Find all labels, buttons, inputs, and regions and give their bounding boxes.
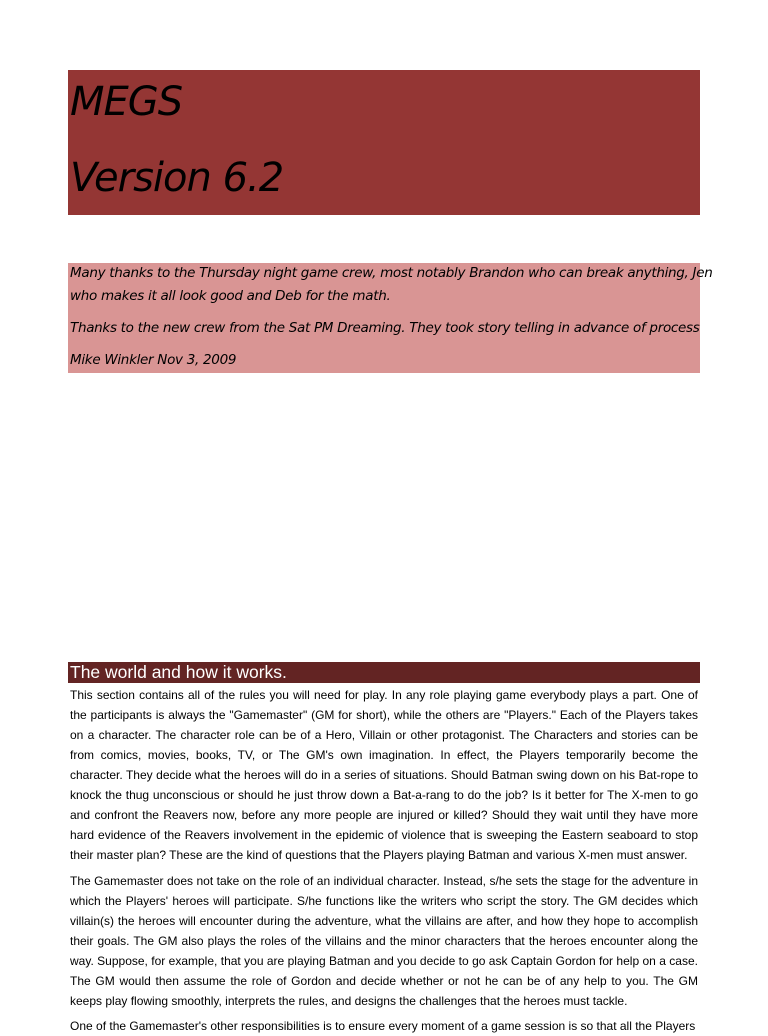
author-date: Mike Winkler Nov 3, 2009 bbox=[70, 352, 237, 368]
body-paragraph-2: The Gamemaster does not take on the role of an individual character. Instead, s/he sets the stage for the adventure in which the Players' heroes will participate. S/he functions like the writers who script the story. The GM decides which villain(s) the heroes will encounter during the adventure, what the villains are after, and how they hope to accomplish their goals. The GM also plays the roles of the villains and the minor characters that the heroes encounter along the way. Suppose, for example, that you are playing Batman and you decide to go ask Captain Gordon for help on a case. The GM would then assume the role of Gordon and decide whether or not he can be of any help to you. The GM keeps play flowing smoothly, interprets the rules, and designs the challenges that the heroes must tackle. bbox=[70, 874, 698, 1008]
section-heading: The world and how it works. bbox=[70, 662, 287, 682]
document-version: Version 6.2 bbox=[70, 155, 284, 201]
document-title: MEGS bbox=[70, 79, 183, 125]
body-paragraph-3: One of the Gamemaster's other responsibilities is to ensure every moment of a game session is so that all the Players bbox=[70, 1019, 696, 1033]
body-paragraph-1: This section contains all of the rules you will need for play. In any role playing game everybody plays a part. One of the participants is always the "Gamemaster" (GM for short), while the others are "Players." Each of the Players takes on a character. The character role can be of a Hero, Villain or other protagonist. The Characters and stories can be from comics, movies, books, TV, or The GM's own imagination. In effect, the Players temporarily become the character. They decide what the heroes will do in a series of situations. Should Batman swing down on his Bat-rope to knock the thug unconscious or should he just throw down a Bat-a-rang to do the job? Is it better for The X-men to go and confront the Reavers now, before any more people are injured or killed? Should they wait until they have more hard evidence of the Reavers involvement in the epidemic of violence that is sweeping the Eastern seaboard to stop their master plan? These are the kind of questions that the Players playing Batman and various X-men must answer. bbox=[70, 688, 698, 862]
acknowledgement-line-1: Many thanks to the Thursday night game crew, most notably Brandon who can break anything, Jen bbox=[70, 265, 713, 281]
title-block bbox=[68, 70, 700, 215]
section-heading-bar bbox=[68, 662, 700, 683]
acknowledgement-line-2: who makes it all look good and Deb for the math. bbox=[70, 288, 391, 304]
acknowledgement-line-3: Thanks to the new crew from the Sat PM Dreaming. They took story telling in advance of process bbox=[70, 320, 700, 336]
acknowledgements-block bbox=[68, 263, 713, 373]
